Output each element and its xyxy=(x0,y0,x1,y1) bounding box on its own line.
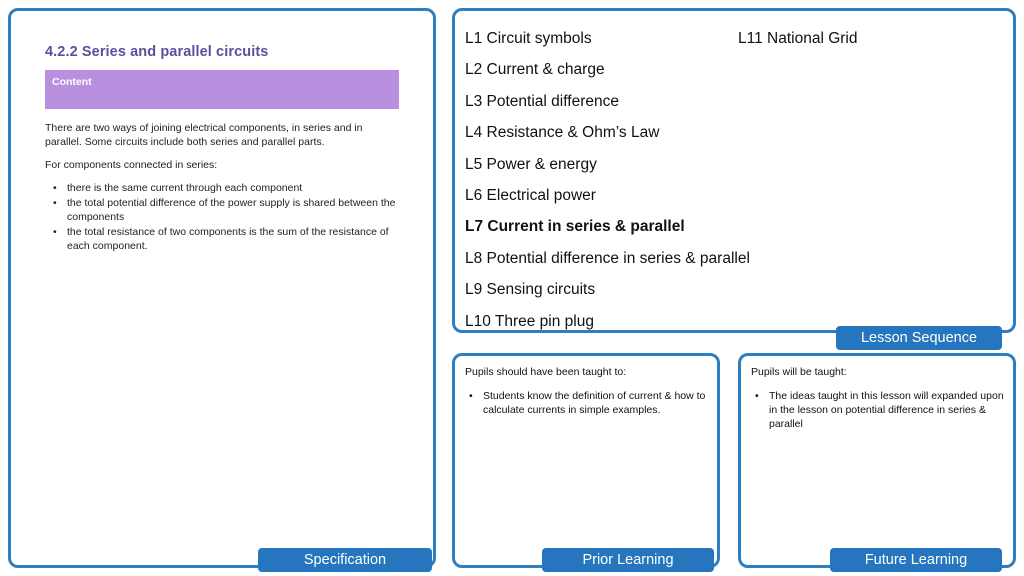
content-banner-label: Content xyxy=(52,76,92,88)
lesson-item-l2[interactable]: L2 Current & charge xyxy=(465,61,605,79)
lesson-sequence-tab[interactable]: Lesson Sequence xyxy=(836,326,1002,350)
future-learning-tab[interactable]: Future Learning xyxy=(830,548,1002,572)
lesson-item-l5[interactable]: L5 Power & energy xyxy=(465,155,597,173)
lesson-sequence-list xyxy=(465,23,1009,337)
specification-paragraph-1: There are two ways of joining electrical components, in series and in parallel. Some circuits include both series and parallel parts. xyxy=(45,122,363,149)
lesson-item-l9[interactable]: L9 Sensing circuits xyxy=(465,281,596,299)
lesson-item-l10[interactable]: L10 Three pin plug xyxy=(465,312,594,330)
specification-bullet-list xyxy=(45,182,399,254)
list-item: • The ideas taught in this lesson will expanded upon in the lesson on potential difference in series & parallel xyxy=(751,389,1005,432)
list-item: • the total potential difference of the power supply is shared between the components xyxy=(45,197,399,224)
lesson-item-l11[interactable]: L11 National Grid xyxy=(738,30,858,47)
content-banner xyxy=(45,70,399,109)
lesson-item-l3[interactable]: L3 Potential difference xyxy=(465,92,619,110)
list-item: • there is the same current through each component xyxy=(45,182,399,196)
specification-body xyxy=(45,121,399,256)
prior-learning-heading: Pupils should have been taught to: xyxy=(465,366,627,378)
future-learning-list xyxy=(751,389,1005,432)
prior-learning-list xyxy=(465,389,709,417)
lesson-sequence-panel xyxy=(452,8,1016,333)
future-learning-panel xyxy=(738,353,1016,568)
specification-panel xyxy=(8,8,436,568)
lesson-item-l4[interactable]: L4 Resistance & Ohm’s Law xyxy=(465,124,660,142)
lesson-item-l1[interactable]: L1 Circuit symbols xyxy=(465,30,592,47)
specification-tab[interactable]: Specification xyxy=(258,548,432,572)
lesson-item-l7-current[interactable]: L7 Current in series & parallel xyxy=(465,218,685,236)
specification-title: 4.2.2 Series and parallel circuits xyxy=(45,44,269,60)
future-learning-heading: Pupils will be taught: xyxy=(751,366,847,378)
lesson-item-l8[interactable]: L8 Potential difference in series & parallel xyxy=(465,249,750,267)
specification-paragraph-2: For components connected in series: xyxy=(45,159,218,172)
lesson-item-l6[interactable]: L6 Electrical power xyxy=(465,187,596,205)
list-item: • the total resistance of two components is the sum of the resistance of each component. xyxy=(45,226,399,253)
prior-learning-tab[interactable]: Prior Learning xyxy=(542,548,714,572)
prior-learning-panel xyxy=(452,353,720,568)
list-item: • Students know the definition of current & how to calculate currents in simple examples. xyxy=(465,389,709,417)
